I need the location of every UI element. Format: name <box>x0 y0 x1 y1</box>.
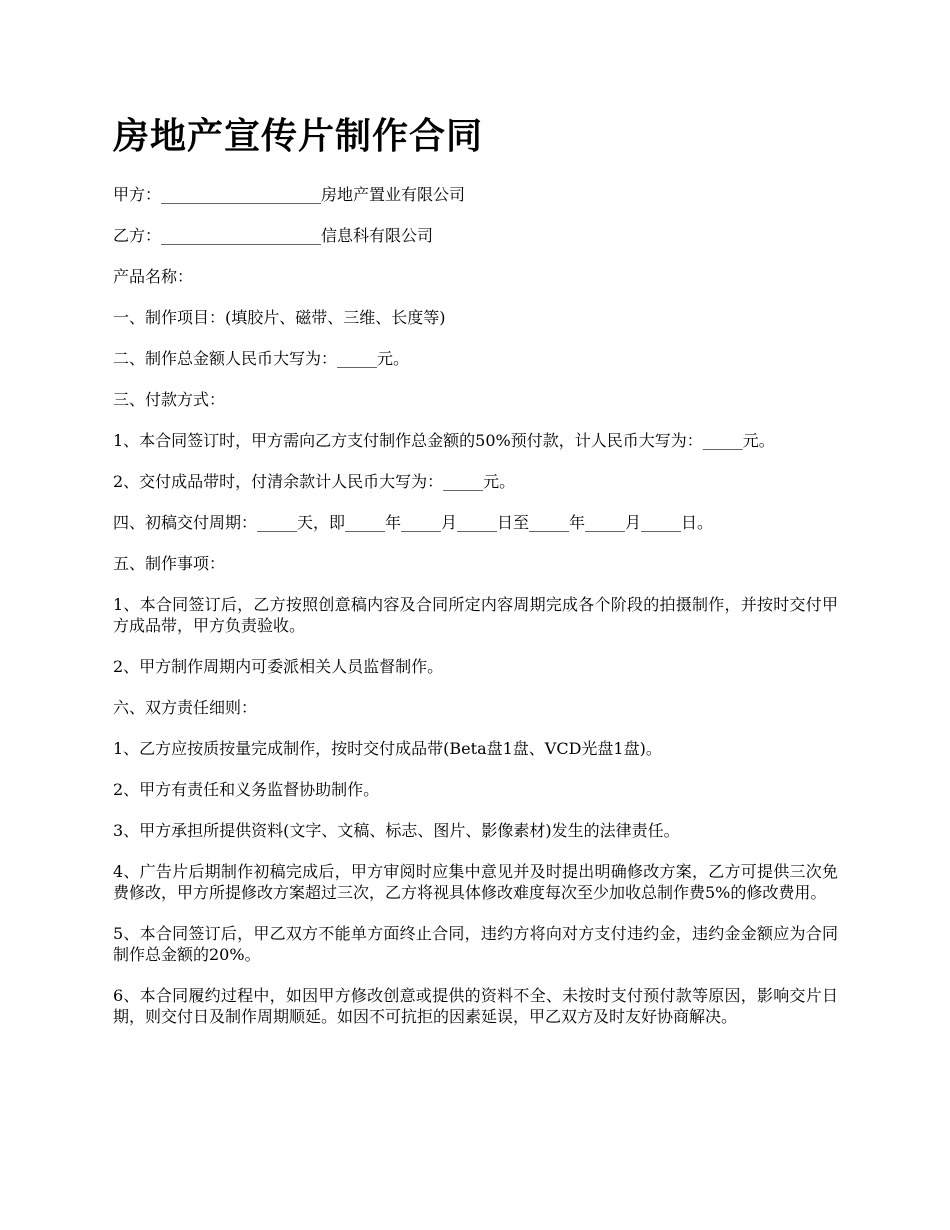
section-4-delivery-period: 四、初稿交付周期：_____天，即_____年_____月_____日至_____年_____月_____日。 <box>113 513 714 532</box>
production-clause-2: 2、甲方制作周期内可委派相关人员监督制作。 <box>113 657 444 676</box>
responsibility-clause-1: 1、乙方应按质按量完成制作，按时交付成品带(Beta盘1盘、VCD光盘1盘)。 <box>113 739 662 758</box>
document-title: 房地产宣传片制作合同 <box>113 115 484 157</box>
production-clause-1: 1、本合同签订后，乙方按照创意稿内容及合同所定内容周期完成各个阶段的拍摄制作，并按时交付甲方成品带，甲方负责验收。 <box>113 595 838 635</box>
payment-clause-2: 2、交付成品带时，付清余款计人民币大写为：_____元。 <box>113 472 516 491</box>
section-3-payment-heading: 三、付款方式： <box>113 390 226 409</box>
section-5-production-heading: 五、制作事项： <box>113 554 226 573</box>
section-2-total-amount: 二、制作总金额人民币大写为：_____元。 <box>113 349 410 368</box>
responsibility-clause-3: 3、甲方承担所提供资料(文字、文稿、标志、图片、影像素材)发生的法律责任。 <box>113 821 680 840</box>
party-b-line: 乙方：____________________信息科有限公司 <box>113 226 434 245</box>
party-a-line: 甲方：____________________房地产置业有限公司 <box>113 185 466 204</box>
product-name-line: 产品名称： <box>113 267 194 286</box>
responsibility-clause-5: 5、本合同签订后，甲乙双方不能单方面终止合同，违约方将向对方支付违约金，违约金金额应为合同制作总金额的20%。 <box>113 924 838 964</box>
responsibility-clause-6: 6、本合同履约过程中，如因甲方修改创意或提供的资料不全、未按时支付预付款等原因，影响交片日期，则交付日及制作周期顺延。如因不可抗拒的因素延误，甲乙双方及时友好协商解决。 <box>113 986 838 1026</box>
responsibility-clause-4: 4、广告片后期制作初稿完成后，甲方审阅时应集中意见并及时提出明确修改方案，乙方可提供三次免费修改，甲方所提修改方案超过三次，乙方将视具体修改难度每次至少加收总制作费5%的修改费用。 <box>113 862 838 902</box>
responsibility-clause-2: 2、甲方有责任和义务监督协助制作。 <box>113 780 380 799</box>
section-6-responsibility-heading: 六、双方责任细则： <box>113 698 258 717</box>
document-page <box>113 110 838 1047</box>
payment-clause-1: 1、本合同签订时，甲方需向乙方支付制作总金额的50%预付款，计人民币大写为：_____元。 <box>113 431 775 450</box>
section-1-production-items: 一、制作项目：(填胶片、磁带、三维、长度等) <box>113 308 446 327</box>
